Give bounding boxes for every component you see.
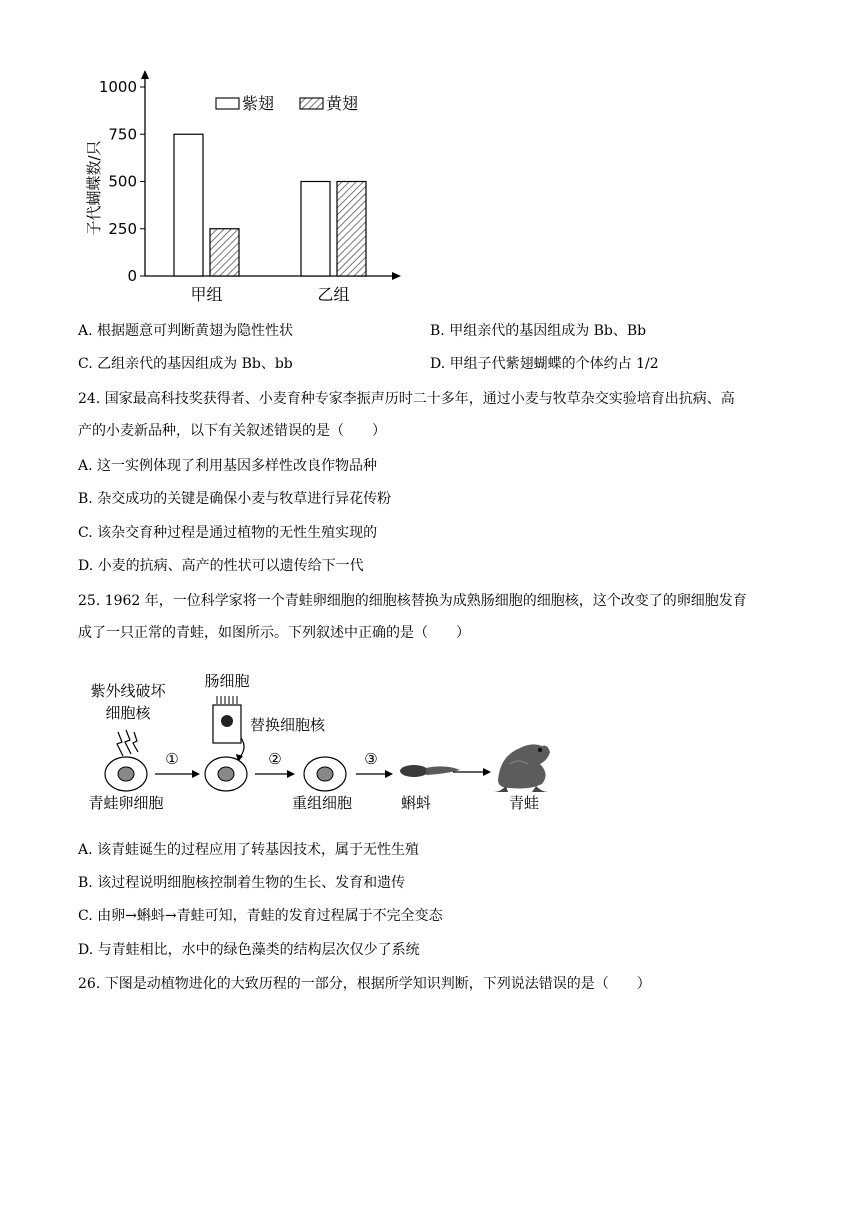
y-tick-label: 500 (108, 172, 137, 191)
recombined-cell-label: 重组细胞 (291, 794, 353, 812)
category-label: 甲组 (190, 285, 223, 304)
chart-bars (174, 134, 366, 276)
q25-option-d[interactable]: D. 与青蛙相比，水中的绿色藻类的结构层次仅少了系统 (78, 942, 420, 958)
recombined-cell-icon (304, 757, 346, 791)
legend-label: 黄翅 (326, 94, 359, 113)
step-3-label: ③ (364, 750, 378, 768)
q24-option-d[interactable]: D. 小麦的抗病、高产的性状可以遗传给下一代 (78, 558, 364, 574)
enucleated-egg-with-nucleus-icon (205, 757, 247, 791)
y-axis-label: 子代蝴蝶数/只 (85, 140, 103, 236)
chart-ticks (99, 78, 145, 285)
q24-option-a[interactable]: A. 这一实例体现了利用基因多样性改良作物品种 (78, 458, 378, 474)
y-tick-label: 750 (108, 125, 137, 144)
y-axis-arrow (141, 70, 149, 79)
uv-label-line-1: 紫外线破坏 (90, 682, 166, 700)
arrow-1-head (192, 770, 200, 778)
uv-lightning-icon (117, 730, 138, 756)
y-tick-label: 250 (108, 219, 137, 238)
chart-categories (190, 285, 349, 304)
bar-purple-wing-1 (174, 134, 203, 276)
legend-label: 紫翅 (242, 94, 275, 113)
q23-option-c[interactable]: C. 乙组亲代的基因组成为 Bb、bb (78, 356, 293, 372)
arrow-4-head (483, 768, 491, 776)
tadpole-icon (400, 765, 460, 777)
uv-label-line-2: 细胞核 (105, 704, 151, 722)
y-tick-label: 0 (127, 267, 137, 285)
q25-stem-line-2: 成了一只正常的青蛙，如图所示。下列叙述中正确的是（ ） (78, 625, 470, 641)
bar-yellow-wing-2 (337, 182, 366, 277)
egg-cell-label: 青蛙卵细胞 (88, 794, 164, 812)
q23-option-b[interactable]: B. 甲组亲代的基因组成为 Bb、Bb (430, 323, 647, 339)
q23-option-d[interactable]: D. 甲组子代紫翅蝴蝶的个体约占 1/2 (430, 356, 659, 372)
q24-stem-line-2: 产的小麦新品种，以下有关叙述错误的是（ ） (78, 423, 386, 439)
y-tick-label: 1000 (98, 78, 137, 96)
replace-nucleus-label: 替换细胞核 (250, 716, 326, 734)
intestine-cell-label: 肠细胞 (204, 672, 250, 690)
bar-yellow-wing-1 (210, 229, 239, 276)
nuclear-transfer-diagram (80, 660, 560, 820)
arrow-3-head (385, 770, 393, 778)
step-1-label: ① (165, 750, 179, 768)
q24-option-c[interactable]: C. 该杂交育种过程是通过植物的无性生殖实现的 (78, 525, 378, 541)
q25-option-c[interactable]: C. 由卵→蝌蚪→青蛙可知，青蛙的发育过程属于不完全变态 (78, 908, 443, 924)
x-axis-arrow (392, 272, 401, 280)
arrow-2-head (287, 770, 295, 778)
egg-cell-icon (105, 757, 147, 791)
q24-stem-line-1: 24. 国家最高科技奖获得者、小麦育种专家李振声历时二十多年，通过小麦与牧草杂交实验培育出抗病、高 (78, 391, 735, 407)
q25-option-a[interactable]: A. 该青蛙诞生的过程应用了转基因技术，属于无性生殖 (78, 842, 420, 858)
bar-purple-wing-2 (301, 182, 330, 277)
legend-swatch (300, 98, 323, 109)
frog-icon (494, 744, 550, 792)
q26-stem: 26. 下图是动植物进化的大致历程的一部分，根据所学知识判断，下列说法错误的是（ ） (78, 976, 651, 992)
step-2-label: ② (268, 750, 282, 768)
intestine-cell-icon (213, 696, 241, 743)
q25-stem-line-1: 25. 1962 年，一位科学家将一个青蛙卵细胞的细胞核替换为成熟肠细胞的细胞核，这个改变了的卵细胞发育 (78, 593, 747, 609)
chart-legend (216, 94, 358, 113)
legend-swatch (216, 98, 239, 109)
bar-chart (0, 0, 420, 320)
q25-option-b[interactable]: B. 该过程说明细胞核控制着生物的生长、发育和遗传 (78, 875, 406, 891)
q24-option-b[interactable]: B. 杂交成功的关键是确保小麦与牧草进行异花传粉 (78, 491, 392, 507)
frog-label: 青蛙 (508, 794, 540, 812)
category-label: 乙组 (317, 285, 350, 304)
tadpole-label: 蝌蚪 (400, 794, 432, 812)
q23-option-a[interactable]: A. 根据题意可判断黄翅为隐性性状 (78, 323, 294, 339)
